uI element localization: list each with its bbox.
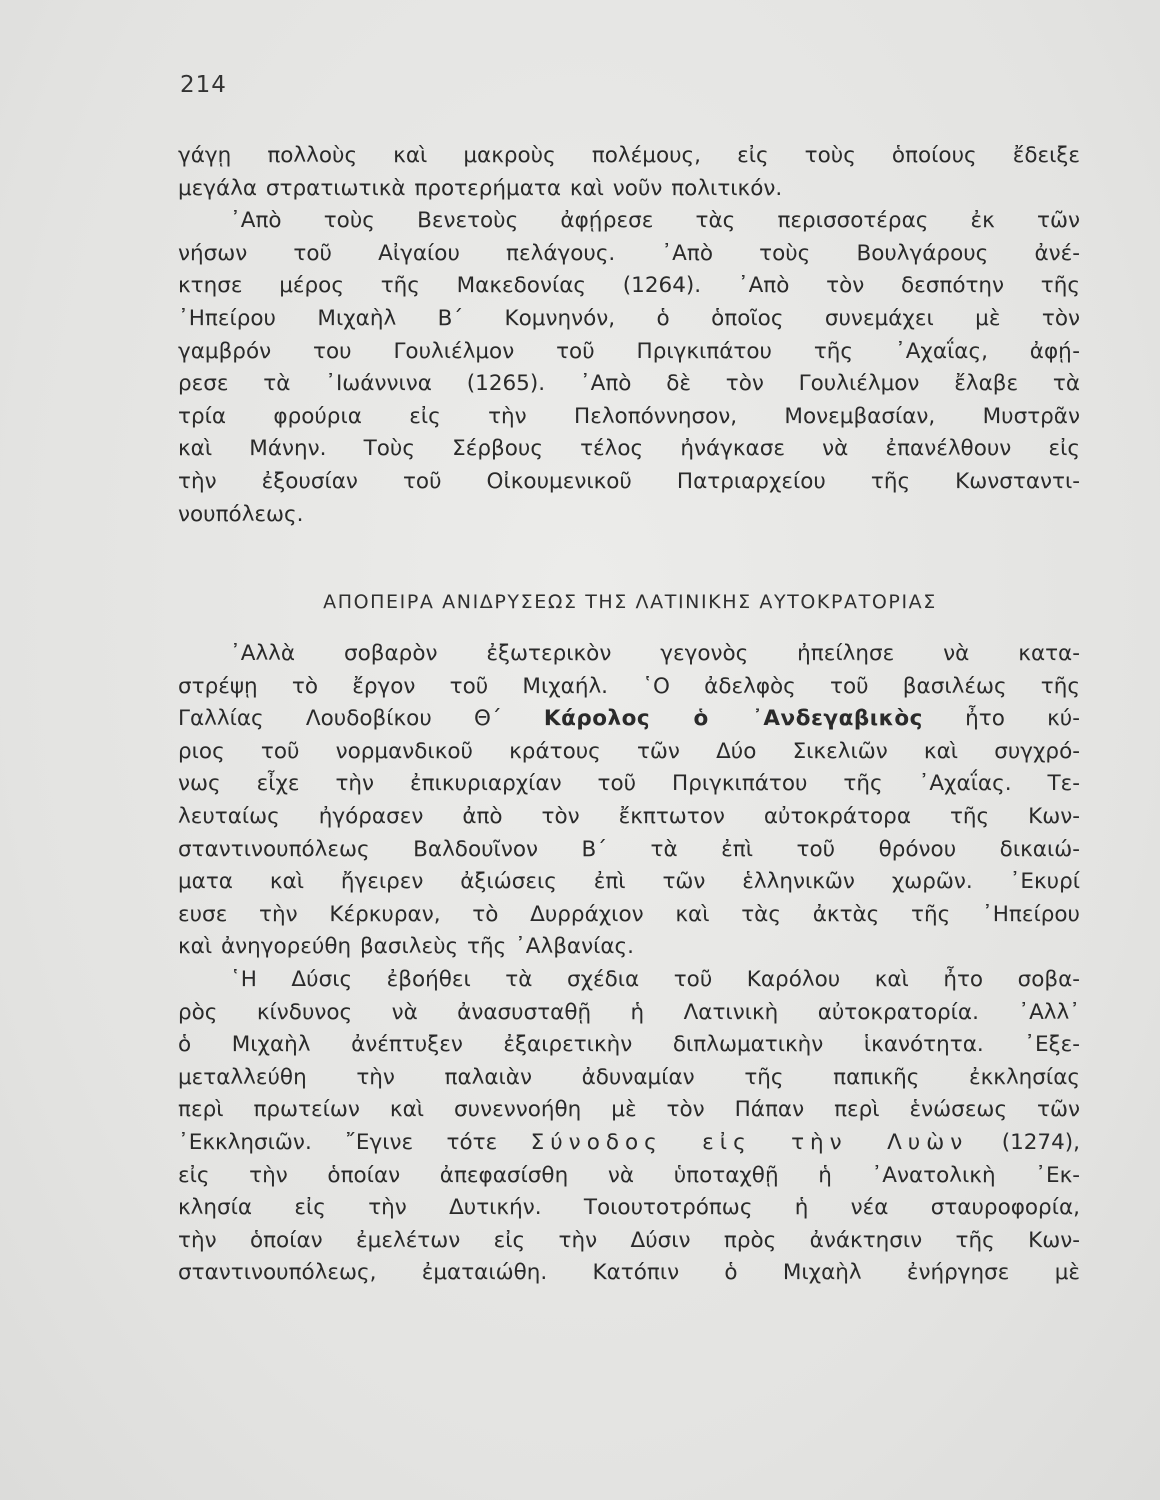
text-line: ᾿Ηπείρου Μιχαὴλ Β΄ Κομνηνόν, ὁ ὁποῖος συνεμάχει μὲ τὸν: [178, 305, 1080, 331]
text-line: τρία φρούρια εἰς τὴν Πελοπόννησον, Μονεμβασίαν, Μυστρᾶν: [178, 403, 1080, 429]
text-line: ᾿Απὸ τοὺς Βενετοὺς ἀφῄρεσε τὰς περισσοτέρας ἐκ τῶν: [230, 208, 1080, 234]
text-line: ῾Η Δύσις ἐβοήθει τὰ σχέδια τοῦ Καρόλου καὶ ἦτο σοβα-: [230, 966, 1080, 992]
text-line: ὁ Μιχαὴλ ἀνέπτυξεν ἐξαιρετικὴν διπλωματικὴν ἱκανότητα. ᾿Εξε-: [178, 1032, 1080, 1058]
text-line: νήσων τοῦ Αἰγαίου πελάγους. ᾿Απὸ τοὺς Βουλγάρους ἀνέ-: [178, 240, 1080, 266]
text-segment: ᾿Εκκλησιῶν. ῎Εγινε τότε: [178, 1129, 498, 1155]
text-line: γάγῃ πολλοὺς καὶ μακροὺς πολέμους, εἰς τοὺς ὁποίους ἔδειξε: [178, 143, 1080, 168]
text-line: λευταίως ἠγόρασεν ἀπὸ τὸν ἔκπτωτον αὐτοκράτορα τῆς Κων-: [178, 803, 1080, 829]
text-line: καὶ Μάνην. Τοὺς Σέρβους τέλος ἠνάγκασε νὰ ἐπανέλθουν εἰς: [178, 436, 1080, 462]
text-line: ματα καὶ ἤγειρεν ἀξιώσεις ἐπὶ τῶν ἑλληνικῶν χωρῶν. ᾿Εκυρί: [178, 869, 1080, 895]
spaced-council-name: Σύνοδος εἰς τὴν Λυὼν: [530, 1129, 969, 1155]
paragraph-campaigns: [178, 140, 1080, 531]
text-line: ρεσε τὰ ᾿Ιωάννινα (1265). ᾿Απὸ δὲ τὸν Γουλιέλμον ἔλαβε τὰ: [178, 371, 1080, 397]
text-line: ριος τοῦ νορμανδικοῦ κράτους τῶν Δύο Σικελιῶν καὶ συγχρό-: [178, 738, 1080, 764]
text-segment: (1274),: [1001, 1129, 1081, 1155]
text-line: νουπόλεως.: [178, 501, 304, 527]
text-line: κλησία εἰς τὴν Δυτικήν. Τοιουτοτρόπως ἡ νέα σταυροφορία,: [178, 1195, 1080, 1221]
text-line: γαμβρόν του Γουλιέλμον τοῦ Πριγκιπάτου τῆς ᾿Αχαΐας, ἀφῄ-: [178, 338, 1080, 364]
text-line: στρέψῃ τὸ ἔργον τοῦ Μιχαήλ. ῾Ο ἀδελφὸς τοῦ βασιλέως τῆς: [178, 673, 1080, 699]
text-line: μεταλλεύθη τὴν παλαιὰν ἀδυναμίαν τῆς παπικῆς ἐκκλησίας: [178, 1064, 1080, 1090]
section-heading: ΑΠΟΠΕΙΡΑ ΑΝΙΔΡΥΣΕΩΣ ΤΗΣ ΛΑΤΙΝΙΚΗΣ ΑΥΤΟΚΡΑΤΟΡΙΑΣ: [323, 591, 937, 613]
text-segment: ἦτο κύ-: [965, 706, 1080, 732]
bold-name-charles: Κάρολος ὁ ᾿Ανδεγαβικὸς: [543, 706, 923, 732]
text-line: κτησε μέρος τῆς Μακεδονίας (1264). ᾿Απὸ τὸν δεσπότην τῆς: [178, 273, 1080, 299]
text-line: τὴν ὁποίαν ἐμελέτων εἰς τὴν Δύσιν πρὸς ἀνάκτησιν τῆς Κων-: [178, 1227, 1080, 1253]
text-line: [178, 703, 1080, 736]
text-line: ευσε τὴν Κέρκυραν, τὸ Δυρράχιον καὶ τὰς ἀκτὰς τῆς ᾿Ηπείρου: [178, 901, 1080, 927]
page-number: 214: [180, 72, 227, 98]
text-line: περὶ πρωτείων καὶ συνεννοήθη μὲ τὸν Πάπαν περὶ ἑνώσεως τῶν: [178, 1097, 1080, 1123]
text-line: εἰς τὴν ὁποίαν ἀπεφασίσθη νὰ ὑποταχθῇ ἡ ᾿Ανατολικὴ ᾿Εκ-: [178, 1162, 1080, 1188]
text-line: μεγάλα στρατιωτικὰ προτερήματα καὶ νοῦν πολιτικόν.: [178, 175, 783, 201]
text-line: ρὸς κίνδυνος νὰ ἀνασυσταθῇ ἡ Λατινικὴ αὐτοκρατορία. ᾿Αλλ᾿: [178, 999, 1080, 1025]
text-line: [178, 1127, 1080, 1160]
text-segment: Γαλλίας Λουδοβίκου Θ΄: [178, 706, 502, 732]
text-line: σταντινουπόλεως, ἐματαιώθη. Κατόπιν ὁ Μιχαὴλ ἐνήργησε μὲ: [178, 1260, 1080, 1286]
text-line: τὴν ἐξουσίαν τοῦ Οἰκουμενικοῦ Πατριαρχείου τῆς Κωνσταντι-: [178, 468, 1080, 494]
paragraph-latin-empire: [178, 638, 1080, 1290]
text-line: σταντινουπόλεως Βαλδουῖνον Β΄ τὰ ἐπὶ τοῦ θρόνου δικαιώ-: [178, 836, 1080, 862]
text-line: ᾿Αλλὰ σοβαρὸν ἐξωτερικὸν γεγονὸς ἠπείλησε νὰ κατα-: [230, 641, 1080, 666]
text-line: νως εἶχε τὴν ἐπικυριαρχίαν τοῦ Πριγκιπάτου τῆς ᾿Αχαΐας. Τε-: [178, 771, 1080, 797]
text-line: καὶ ἀνηγορεύθη βασιλεὺς τῆς ᾿Αλβανίας.: [178, 934, 635, 960]
